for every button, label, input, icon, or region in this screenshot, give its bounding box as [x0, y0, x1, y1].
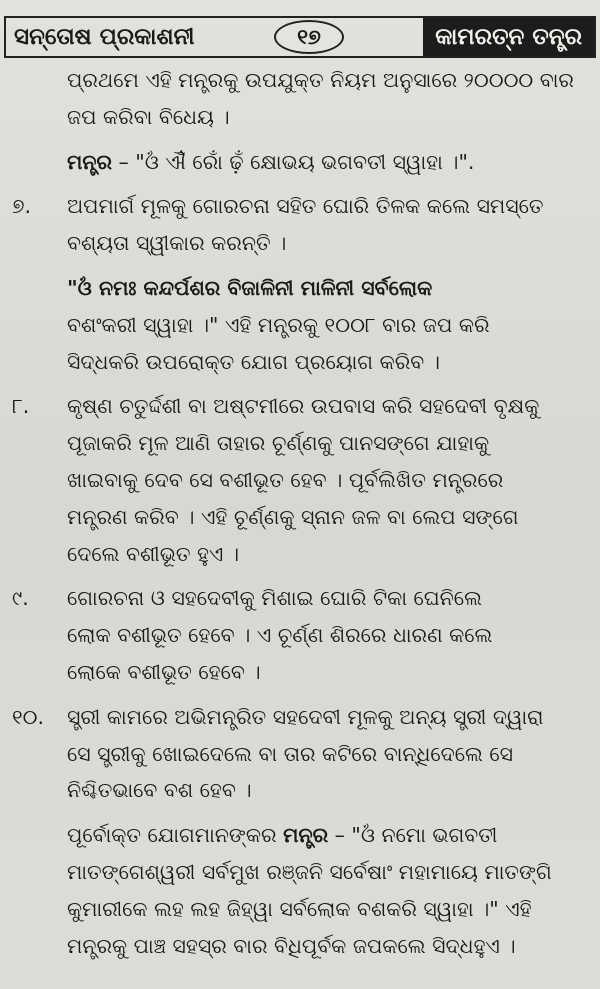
mantra-label: ମନ୍ତ୍ର — [283, 823, 329, 848]
line-text: ଲୋକ ବଶୀଭୂତ ହେବେ । ଏ ଚୂର୍ଣ୍ଣ ଶିରରେ ଧାରଣ କଲେ — [67, 623, 493, 648]
text-line — [0, 307, 600, 344]
line-text: ବଶ୍ୟତା ସ୍ୱୀକାର କରନ୍ତି । — [67, 231, 287, 256]
line-text: – "ଓଁ ନମୋ ଭଗବତୀ — [328, 823, 498, 848]
text-line — [0, 270, 600, 307]
line-text: ଅପମାର୍ଗ ମୂଳକୁ ଗୋରଚନା ସହିତ ଘୋରି ତିଳକ କଲେ ସମସ୍ତେ — [67, 194, 544, 219]
text-line — [0, 617, 600, 654]
item-number: ୯. — [12, 586, 29, 611]
page-body — [0, 62, 600, 964]
text-line — [0, 188, 600, 225]
line-text: ନିଶ୍ଚିତଭାବେ ବଶ ହେବ । — [67, 778, 252, 803]
text-line — [0, 62, 600, 99]
line-text: ଦେଲେ ବଶୀଭୂତ ହୁଏ । — [67, 541, 240, 566]
line-text: ଗୋରଚନା ଓ ସହଦେବୀକୁ ମିଶାଇ ଘୋରି ଟିକା ଘେନିଲେ — [67, 586, 482, 611]
mantra-line — [0, 817, 600, 854]
line-text: ପୂର୍ବୋକ୍ତ ଯୋଗମାନଙ୍କର — [67, 823, 284, 848]
line-text: କୁମାରୀକେ ଲହ ଲହ ଜିହ୍ୱା ସର୍ବଲୋକ ବଶକରି ସ୍ୱାହା ।" ଏହି — [67, 896, 532, 921]
text-line — [0, 425, 600, 462]
line-text: "ଓଁ ନମଃ କନ୍ଦର୍ପଶର ବିଜାଳିନୀ ମାଳିନୀ ସର୍ବଲୋକ — [67, 275, 433, 300]
text-line — [0, 928, 600, 965]
text-line — [0, 891, 600, 928]
mantra-line — [0, 144, 600, 181]
text-line — [0, 736, 600, 773]
mantra-label: ମନ୍ତ୍ର — [67, 149, 112, 174]
mantra-text: – "ଓଁ ଐଁ ରୋଁ ଢ଼ଁ କ୍ଷୋଭୟ ଭଗବତୀ ସ୍ୱାହା ।". — [112, 149, 475, 174]
line-text: ସିଦ୍ଧକରି ଉପରୋକ୍ତ ଯୋଗ ପ୍ରୟୋଗ କରିବ । — [67, 349, 440, 374]
text-line — [0, 772, 600, 809]
text-line — [0, 225, 600, 262]
text-line — [0, 854, 600, 891]
line-text: ପ୍ରଥମେ ଏହି ମନ୍ତ୍ରକୁ ଉପଯୁକ୍ତ ନିୟମ ଅନୁସାରେ ୨୦୦୦୦ ବାର — [67, 68, 574, 92]
line-text: ସ୍ତ୍ରୀ କାମରେ ଅଭିମନ୍ତ୍ରିତ ସହଦେବୀ ମୂଳକୁ ଅନ୍ୟ ସ୍ତ୍ରୀ ଦ୍ୱାରା — [67, 704, 544, 729]
line-text: ବଶଂକରୀ ସ୍ୱାହା ।" ଏହି ମନ୍ତ୍ରକୁ ୧୦୦୮ ବାର ଜପ କରି — [67, 312, 490, 337]
line-text: ପୂଜାକରି ମୂଳ ଆଣି ତାହାର ଚୂର୍ଣ୍ଣକୁ ପାନସଙ୍ଗେ ଯାହାକୁ — [67, 431, 490, 456]
item-number: ୮. — [12, 394, 30, 419]
text-line — [0, 654, 600, 691]
line-text: କୃଷ୍ଣ ଚତୁର୍ଦ୍ଦଶୀ ବା ଅଷ୍ଟମୀରେ ଉପବାସ କରି ସହଦେବୀ ବୃକ୍ଷକୁ — [67, 394, 540, 419]
line-text: ଲୋକେ ବଶୀଭୂତ ହେବେ । — [67, 659, 261, 684]
line-text: ଜପ କରିବା ବିଧେୟ । — [67, 104, 230, 129]
text-line — [0, 344, 600, 381]
item-number: ୭. — [12, 194, 32, 219]
line-text: ମନ୍ତ୍ରକୁ ପାଞ୍ଚ ସହସ୍ର ବାର ବିଧିପୂର୍ବକ ଜପକଲେ ସିଦ୍ଧହୁଏ । — [67, 933, 516, 958]
text-line — [0, 499, 600, 536]
line-text: ସେ ସ୍ତ୍ରୀକୁ ଖୋଇଦେଲେ ବା ତାର କଟିରେ ବାନ୍ଧିଦେଲେ ସେ — [67, 741, 514, 766]
text-line — [0, 699, 600, 736]
item-number: ୧୦. — [12, 704, 45, 729]
text-line — [0, 580, 600, 617]
line-text: ମନ୍ତ୍ରଣ କରିବ । ଏହି ଚୂର୍ଣ୍ଣକୁ ସ୍ନାନ ଜଳ ବା ଲେପ ସଙ୍ଗେ — [67, 504, 519, 529]
publisher-name: ସନ୍ତୋଷ ପ୍ରକାଶନୀ — [14, 24, 195, 50]
page-header — [4, 16, 596, 58]
text-line — [0, 99, 600, 136]
page-number: ୧୭ — [274, 20, 344, 54]
text-line — [0, 536, 600, 573]
line-text: ଖାଇବାକୁ ଦେବ ସେ ବଶୀଭୂତ ହେବ । ପୂର୍ବଲିଖିତ ମନ୍ତ୍ରରେ — [67, 467, 504, 492]
text-line — [0, 462, 600, 499]
line-text: ମାତଙ୍ଗେଶ୍ୱରୀ ସର୍ବମୁଖ ରଞ୍ଜନି ସର୍ବେଷାଂ ମହାମାୟେ ମାତଙ୍ଗି — [67, 859, 552, 884]
text-line — [0, 388, 600, 425]
book-title: କାମରତ୍ନ ତନ୍ତ୍ର — [423, 18, 594, 56]
